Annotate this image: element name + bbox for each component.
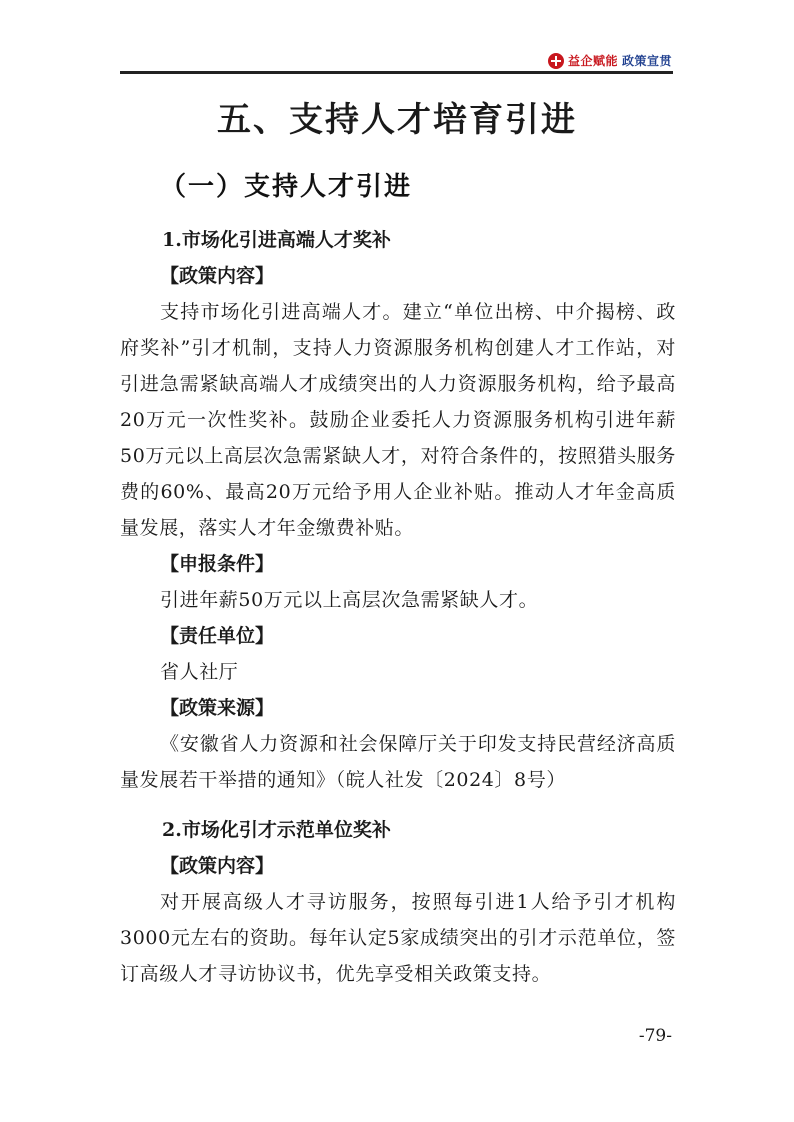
policy-content-label-2: 【政策内容】: [160, 855, 275, 877]
header-divider: [120, 71, 673, 74]
red-circle-plus-icon: [548, 53, 564, 69]
item-title-1: 1.市场化引进高端人才奖补: [162, 229, 391, 251]
header-brand: [548, 52, 672, 69]
application-condition-label: 【申报条件】: [160, 553, 275, 575]
section-title: （一）支持人才引进: [160, 172, 413, 202]
document-body: [120, 222, 676, 992]
responsible-unit-label: 【责任单位】: [160, 625, 275, 647]
policy-content-text-2: 对开展高级人才寻访服务，按照每引进1人给予引才机构3000元左右的资助。每年认定5家成绩突出的引才示范单位，签订高级人才寻访协议书，优先享受相关政策支持。: [120, 891, 676, 985]
application-condition-text: 引进年薪50万元以上高层次急需紧缺人才。: [160, 589, 539, 611]
policy-source-label: 【政策来源】: [160, 697, 275, 719]
brand-slogan: 政策宣贯: [621, 54, 672, 68]
item-title-2: 2.市场化引才示范单位奖补: [162, 819, 391, 841]
policy-source-text: 《安徽省人力资源和社会保障厅关于印发支持民营经济高质量发展若干举措的通知》（皖人社发〔2024〕8号）: [120, 733, 676, 791]
brand-name: 益企赋能: [567, 54, 618, 68]
page-number: -79-: [638, 1026, 672, 1046]
responsible-unit-text: 省人社厅: [160, 661, 239, 683]
policy-content-label: 【政策内容】: [160, 265, 275, 287]
page-title: 五、支持人才培育引进: [217, 100, 577, 140]
policy-content-text: 支持市场化引进高端人才。建立“单位出榜、中介揭榜、政府奖补”引才机制，支持人力资源服务机构创建人才工作站，对引进急需紧缺高端人才成绩突出的人力资源服务机构，给予最高20万元一次性奖补。鼓励企业委托人力资源服务机构引进年薪50万元以上高层次急需紧缺人才，对符合条件的，按照猎头服务费的60%、最高20万元给予用人企业补贴。推动人才年金高质量发展，落实人才年金缴费补贴。: [120, 301, 676, 539]
